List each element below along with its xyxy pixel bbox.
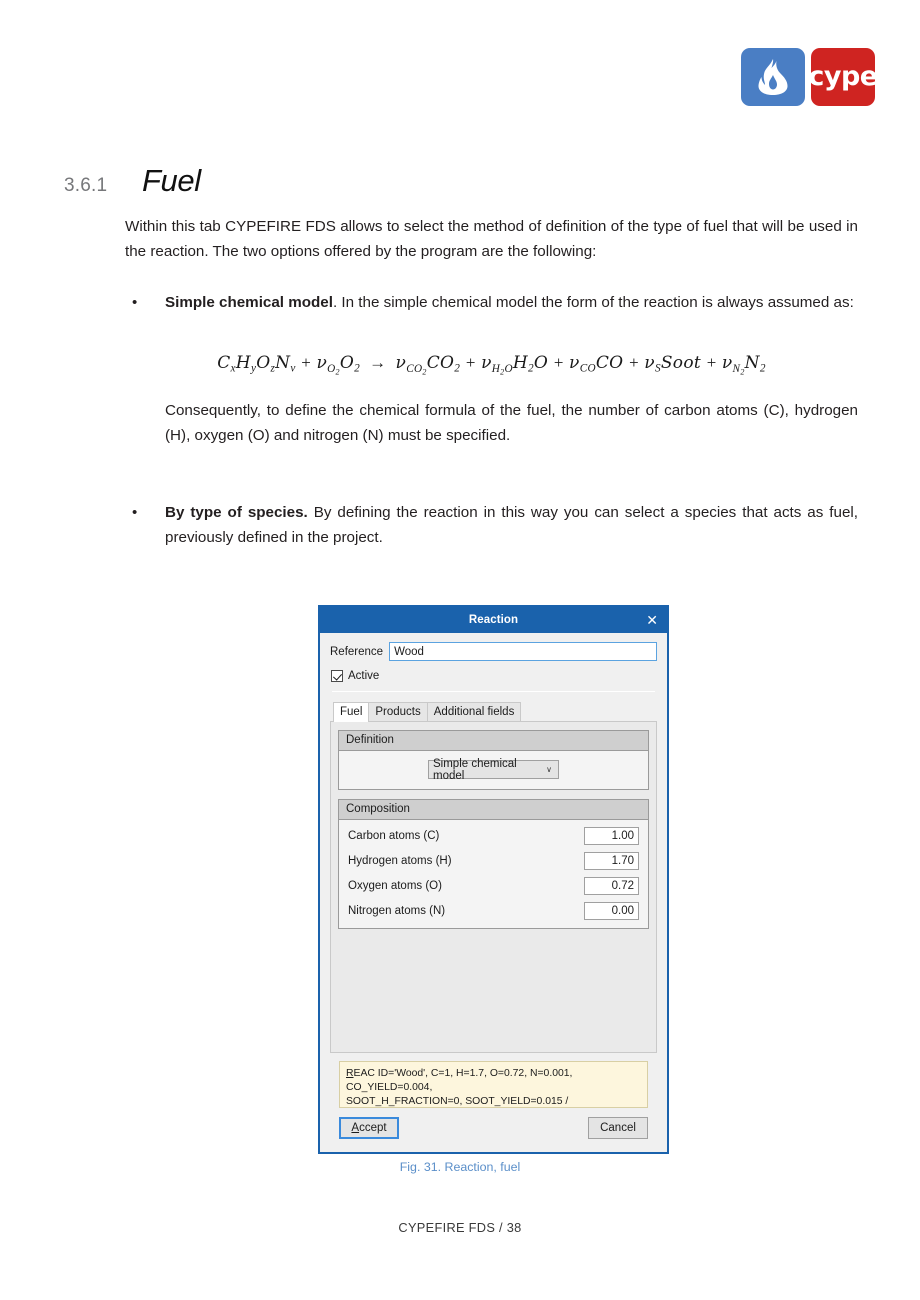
bullet-rest-text: By defining the reaction in this way you can select a species that acts as fuel, previously defined in the project. xyxy=(165,504,858,547)
definition-group xyxy=(338,730,649,790)
tab-products[interactable]: Products xyxy=(368,702,427,721)
bullet-bold-label: Simple chemical model xyxy=(165,294,333,311)
code-accelerator-letter: R xyxy=(346,1068,354,1079)
nitrogen-atoms-label: Nitrogen atoms (N) xyxy=(348,905,446,917)
accept-label-rest: ccept xyxy=(359,1122,387,1134)
dialog-bottom-strip xyxy=(320,1145,667,1152)
bullet-marker: • xyxy=(132,504,138,522)
code-line-1: EAC ID='Wood', C=1, H=1.7, O=0.72, N=0.001, CO_YIELD=0.004, xyxy=(346,1068,573,1093)
active-label: Active xyxy=(348,670,380,682)
composition-group-title: Composition xyxy=(339,800,648,820)
flame-icon xyxy=(758,59,788,95)
chevron-down-icon: ∨ xyxy=(546,765,552,774)
reference-label: Reference xyxy=(330,645,384,658)
chemical-equation: $C_xH_yO_zN_v + \nu_{O_2}O_2 \to \nu_{CO_2}CO_2 + \nu_{H_2O}H_2O + \nu_{CO}CO$ + $\nu_SSoot + \nu_{N_2}N_2$ xyxy=(217,353,766,377)
reaction-dialog xyxy=(318,605,669,1154)
tab-additional-fields[interactable]: Additional fields xyxy=(427,702,522,721)
definition-method-select[interactable] xyxy=(428,757,559,782)
dialog-body xyxy=(320,633,667,1139)
dialog-titlebar xyxy=(320,607,667,633)
bullet-item-by-type-of-species xyxy=(125,500,858,550)
hydrogen-atoms-input[interactable] xyxy=(584,852,639,870)
hydrogen-atoms-label: Hydrogen atoms (H) xyxy=(348,855,452,867)
definition-group-body xyxy=(339,751,648,789)
cype-wordmark: cype xyxy=(808,60,878,92)
close-icon[interactable]: ✕ xyxy=(646,612,658,628)
oxygen-atoms-label: Oxygen atoms (O) xyxy=(348,880,442,892)
composition-row-oxygen xyxy=(348,877,639,895)
heading-number: 3.6.1 xyxy=(64,175,108,196)
indent-spacer xyxy=(125,398,165,448)
bullet-bold-label: By type of species. xyxy=(165,504,308,522)
composition-row-hydrogen xyxy=(348,852,639,870)
bullet-text xyxy=(165,500,858,550)
composition-group xyxy=(338,799,649,929)
active-checkbox[interactable] xyxy=(331,670,343,682)
dialog-title: Reaction xyxy=(468,614,519,626)
composition-row-carbon xyxy=(348,827,639,845)
definition-method-value: Simple chemical model xyxy=(433,757,517,782)
bullet-text xyxy=(165,290,858,315)
composition-row-nitrogen xyxy=(348,902,639,920)
page-footer: CYPEFIRE FDS / 38 xyxy=(398,1220,522,1235)
tab-strip xyxy=(330,703,657,722)
reference-row xyxy=(330,642,657,661)
accept-accelerator-letter: A xyxy=(351,1122,360,1134)
heading-title: Fuel xyxy=(142,163,201,198)
composition-group-body xyxy=(339,820,648,928)
fds-code-preview xyxy=(339,1061,648,1108)
brand-logo-bar xyxy=(741,48,878,106)
document-content xyxy=(125,214,858,550)
tab-panel-fuel xyxy=(330,722,657,1053)
divider xyxy=(332,691,655,692)
dialog-button-bar xyxy=(339,1117,648,1139)
cancel-button[interactable]: Cancel xyxy=(588,1117,648,1139)
reference-input[interactable] xyxy=(389,642,657,661)
tab-fuel[interactable]: Fuel xyxy=(333,702,369,722)
page-heading xyxy=(64,163,201,199)
figure-caption: Fig. 31. Reaction, fuel xyxy=(399,1160,521,1174)
nitrogen-atoms-input[interactable] xyxy=(584,902,639,920)
bullet-rest-text: . In the simple chemical model the form of the reaction is always assumed as: xyxy=(332,294,854,311)
after-equation-paragraph: Consequently, to define the chemical formula of the fuel, the number of carbon atoms (C), hydrogen (H), oxygen (O) and nitrogen (N) must be specified. xyxy=(165,402,858,445)
code-line-2: SOOT_H_FRACTION=0, SOOT_YIELD=0.015 / xyxy=(346,1096,569,1107)
oxygen-atoms-input[interactable] xyxy=(584,877,639,895)
active-checkbox-row[interactable] xyxy=(330,670,657,682)
accept-button[interactable] xyxy=(339,1117,399,1139)
definition-group-title: Definition xyxy=(339,731,648,751)
cype-logo-tile xyxy=(808,48,878,106)
bullet-marker: • xyxy=(132,294,138,311)
bullet-item-simple-chemical-model xyxy=(125,290,858,315)
flame-logo-tile xyxy=(741,48,805,106)
after-equation-block xyxy=(125,398,858,448)
intro-paragraph: Within this tab CYPEFIRE FDS allows to select the method of definition of the type of fuel that will be used in the reaction. The two options offered by the program are the following: xyxy=(125,218,858,260)
carbon-atoms-label: Carbon atoms (C) xyxy=(348,830,440,842)
carbon-atoms-input[interactable] xyxy=(584,827,639,845)
